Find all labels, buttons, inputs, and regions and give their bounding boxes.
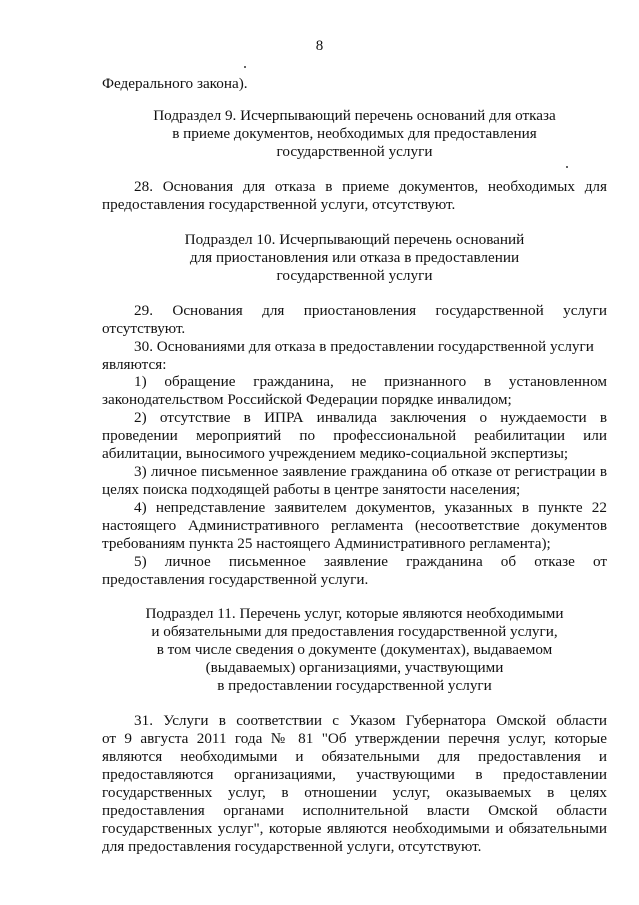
text-line: Подраздел 10. Исчерпывающий перечень оснований bbox=[184, 231, 525, 248]
text-line: государственных услуг", которые являются необходимыми и обязательными bbox=[102, 820, 607, 837]
text-line: целях поиска подходящей работы в центре занятости населения; bbox=[102, 481, 521, 498]
text-line: в приеме документов, необходимых для предоставления bbox=[172, 125, 537, 142]
text-line: законодательством Российской Федерации порядке инвалидом; bbox=[102, 391, 512, 408]
text-line: проведении мероприятий по профессиональной реабилитации или bbox=[102, 427, 607, 444]
text-line: являются: bbox=[102, 356, 167, 373]
text-line: настоящего Административного регламента (несоответствие документов bbox=[102, 517, 607, 534]
text-line: предоставления органами исполнительной власти Омской области bbox=[102, 802, 607, 819]
text-line: (выдаваемых) организациями, участвующими bbox=[205, 659, 504, 676]
text-line: являются необходимыми и обязательными для предоставления и bbox=[102, 748, 607, 765]
text-line: 31. Услуги в соответствии с Указом Губернатора Омской области bbox=[134, 712, 607, 729]
text-line: 5) личное письменное заявление гражданина об отказе от bbox=[134, 553, 607, 570]
text-line: для приостановления или отказа в предоставлении bbox=[189, 249, 520, 266]
text-line: государственных услуг, в отношении услуг, оказываемых в целях bbox=[102, 784, 607, 801]
text-line: 1) обращение гражданина, не признанного в установленном bbox=[134, 373, 607, 390]
text-line: 4) непредставление заявителем документов, указанных в пункте 22 bbox=[134, 499, 607, 516]
text-line: предоставления государственной услуги. bbox=[102, 571, 369, 588]
text-line: в том числе сведения о документе (документах), выдаваемом bbox=[156, 641, 553, 658]
page-number: 8 bbox=[315, 38, 324, 54]
text-line: 28. Основания для отказа в приеме документов, необходимых для bbox=[134, 178, 607, 195]
text-line: Федерального закона). bbox=[102, 75, 248, 92]
text-line: государственной услуги bbox=[276, 267, 433, 284]
text-line: 30. Основаниями для отказа в предоставлении государственной услуги bbox=[134, 338, 594, 355]
text-line: требованиям пункта 25 настоящего Административного регламента); bbox=[102, 535, 551, 552]
text-line: Подраздел 9. Исчерпывающий перечень оснований для отказа bbox=[153, 107, 556, 124]
text-line: 2) отсутствие в ИПРА инвалида заключения о нуждаемости в bbox=[134, 409, 607, 426]
text-line: 3) личное письменное заявление гражданина об отказе от регистрации в bbox=[134, 463, 607, 480]
text-line: предоставляются организациями, участвующими в предоставлении bbox=[102, 766, 607, 783]
text-line: для предоставления государственной услуги, отсутствуют. bbox=[102, 838, 482, 855]
scan-speck bbox=[566, 166, 568, 168]
text-line: Подраздел 11. Перечень услуг, которые являются необходимыми bbox=[145, 605, 564, 622]
text-line: и обязательными для предоставления государственной услуги, bbox=[151, 623, 558, 640]
text-line: отсутствуют. bbox=[102, 320, 186, 337]
text-line: государственной услуги bbox=[276, 143, 433, 160]
text-line: 29. Основания для приостановления государственной услуги bbox=[134, 302, 607, 319]
scan-speck bbox=[244, 66, 246, 68]
text-line: предоставления государственной услуги, отсутствуют. bbox=[102, 196, 456, 213]
text-line: от 9 августа 2011 года № 81 "Об утверждении перечня услуг, которые bbox=[102, 730, 607, 747]
text-line: в предоставлении государственной услуги bbox=[217, 677, 492, 694]
text-line: абилитации, выносимого учреждением медико-социальной экспертизы; bbox=[102, 445, 569, 462]
